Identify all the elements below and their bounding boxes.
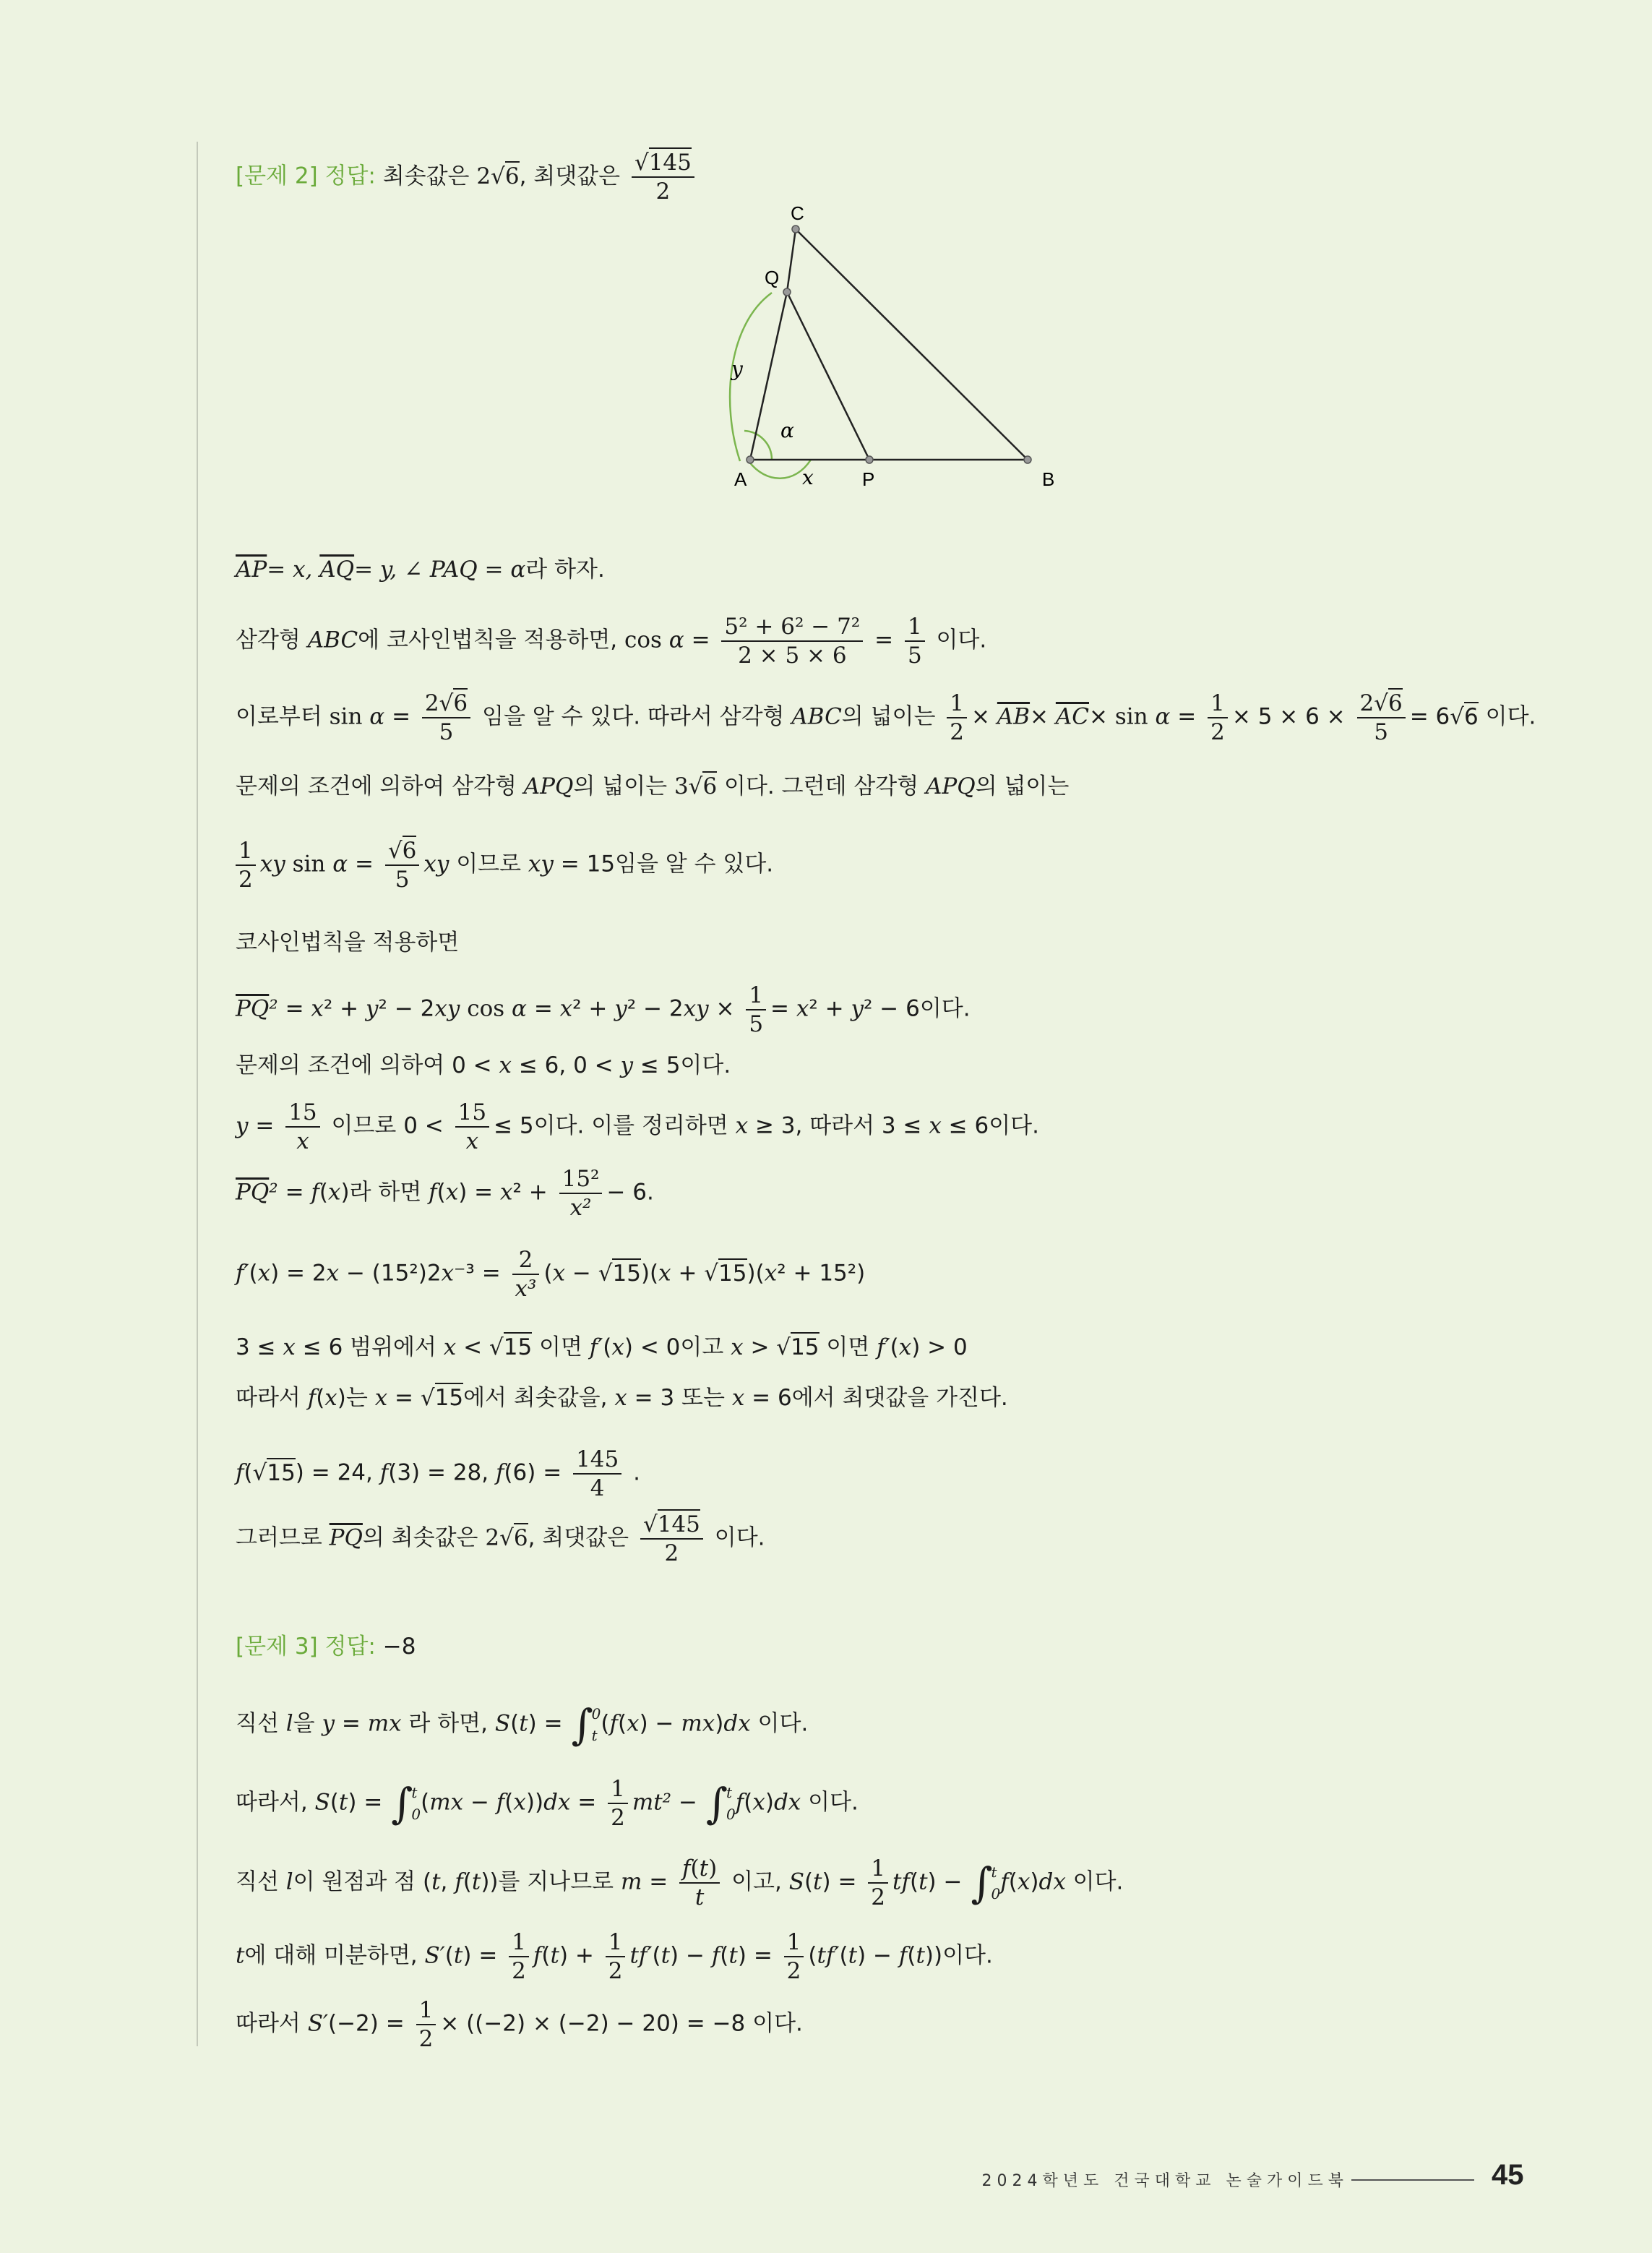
triangle-figure bbox=[715, 202, 1077, 499]
footer-rule bbox=[1351, 2179, 1474, 2181]
problem3-line-2: 따라서, S(t) = ∫t 0(mx − f(x))dx = $\frac{1}{2}$ mt² − ∫t 0f(x)dx 이다. bbox=[236, 1776, 859, 1831]
problem3-line-4: t에 대해 미분하면, S′(t) = $\frac{1}{2}$ f(t) + $\frac{1}{2}$ tf′(t) − f(t) = $\frac{1}{2}$ (tf′(t) − f(t))이다. bbox=[236, 1929, 993, 1984]
solution-line-10: $\overline{PQ}^2 = f(x)$라 하면 f(x) = x² + $\frac{\text{15²}}{\text{x²}}$ − 6. bbox=[236, 1166, 654, 1221]
solution-line-7: $\overline{PQ}^2 = x^2 + y^2 - 2xy$ cos α = x² + y² − 2xy × $\frac{1}{5}$ = x² + y² − 6이다. bbox=[236, 982, 971, 1037]
solution-line-12: 3 ≤ x ≤ 6 범위에서 x < √15 이면 f′(x) < 0이고 x > √15 이면 f′(x) > 0 bbox=[236, 1331, 968, 1363]
problem2-answer: 최솟값은 2√6, 최댓값은 $\frac{√145}{2}$ bbox=[383, 163, 699, 189]
problem3-label: [문제 3] 정답: bbox=[236, 1634, 376, 1660]
solution-line-1: $\overline{AP}= x$, $\overline{AQ}= y$, ∠ PAQ = α라 하자. bbox=[236, 557, 605, 583]
solution-line-6: 코사인법칙을 적용하면 bbox=[236, 930, 460, 956]
label-b: B bbox=[1042, 468, 1055, 490]
page-number: 45 bbox=[1492, 2159, 1524, 2191]
problem3-line-5: 따라서 S′(−2) = $\frac{1}{2}$ × ((−2) × (−2) − 20) = −8 이다. bbox=[236, 1997, 803, 2052]
label-q: Q bbox=[765, 267, 780, 288]
solution-line-11: f′(x) = 2x − (15²)2x⁻³ = $\frac{2}{\text{x³}}$ (x − √15)(x + √15)(x² + 15²) bbox=[236, 1247, 866, 1302]
problem3-answer: −8 bbox=[382, 1634, 416, 1660]
label-y: y bbox=[731, 357, 743, 381]
solution-line-9: y = $\frac{15}{x}$ 이므로 0 < $\frac{15}{x}$ ≤ 5이다. 이를 정리하면 x ≥ 3, 따라서 3 ≤ x ≤ 6이다. bbox=[236, 1099, 1039, 1154]
solution-line-8: 문제의 조건에 의하여 0 < x ≤ 6, 0 < y ≤ 5이다. bbox=[236, 1052, 731, 1078]
solution-line-14: f(√15) = 24, f(3) = 28, f(6) = $\frac{145}{4}$ . bbox=[236, 1446, 640, 1501]
left-margin-rule bbox=[197, 142, 198, 2046]
problem2-label: [문제 2] 정답: bbox=[236, 163, 376, 189]
label-x: x bbox=[802, 465, 814, 489]
footer-title: 2024학년도 건국대학교 논술가이드북 bbox=[981, 2172, 1348, 2190]
solution-line-15: 그러므로 $\overline{PQ}$의 최솟값은 2√6, 최댓값은 $\frac{√145}{2}$ 이다. bbox=[236, 1511, 765, 1567]
problem2-header bbox=[236, 149, 699, 205]
label-p: P bbox=[862, 468, 875, 490]
solution-line-13: 따라서 f(x)는 x = √15에서 최솟값을, x = 3 또는 x = 6에서 최댓값을 가진다. bbox=[236, 1382, 1008, 1414]
solution-line-4: 문제의 조건에 의하여 삼각형 APQ의 넓이는 3√6 이다. 그런데 삼각형 APQ의 넓이는 bbox=[236, 771, 1069, 802]
solution-line-3: 이로부터 sin α = $\frac{2√6}{5}$ 임을 알 수 있다. 따라서 삼각형 ABC의 넓이는 $\frac{1}{2}$ × $\overline{AB}\times \overline{AC}\times \sin \alpha$ = $\frac{1}{2}$ × 5 × 6 × $\frac{2√6}{5}$ = 6√6 이다. bbox=[236, 690, 1536, 746]
solution-line-5: $\frac{1}{2}$ xy sin α = $\frac{√6}{5}$ xy 이므로 xy = 15임을 알 수 있다. bbox=[236, 837, 773, 893]
problem3-header bbox=[236, 1631, 416, 1662]
label-a: A bbox=[734, 468, 747, 490]
problem3-line-1: 직선 l을 y = mx 라 하면, S(t) = ∫0 t (f(x) − mx)dx 이다. bbox=[236, 1700, 809, 1749]
problem3-line-3: 직선 l이 원점과 점 (t, f(t))를 지나므로 m = $\frac{f(t)}{t}$ 이고, S(t) = $\frac{1}{2}$ tf(t) − ∫t 0f(x)dx 이다. bbox=[236, 1855, 1124, 1910]
label-c: C bbox=[791, 202, 804, 224]
solution-line-2: 삼각형 ABC에 코사인법칙을 적용하면, cos α = $\frac{\text{5² + 6² − 7²}}{2 \times 5 \times 6}$ = $\frac{1}{5}$ 이다. bbox=[236, 614, 987, 669]
label-alpha: α bbox=[780, 419, 794, 442]
